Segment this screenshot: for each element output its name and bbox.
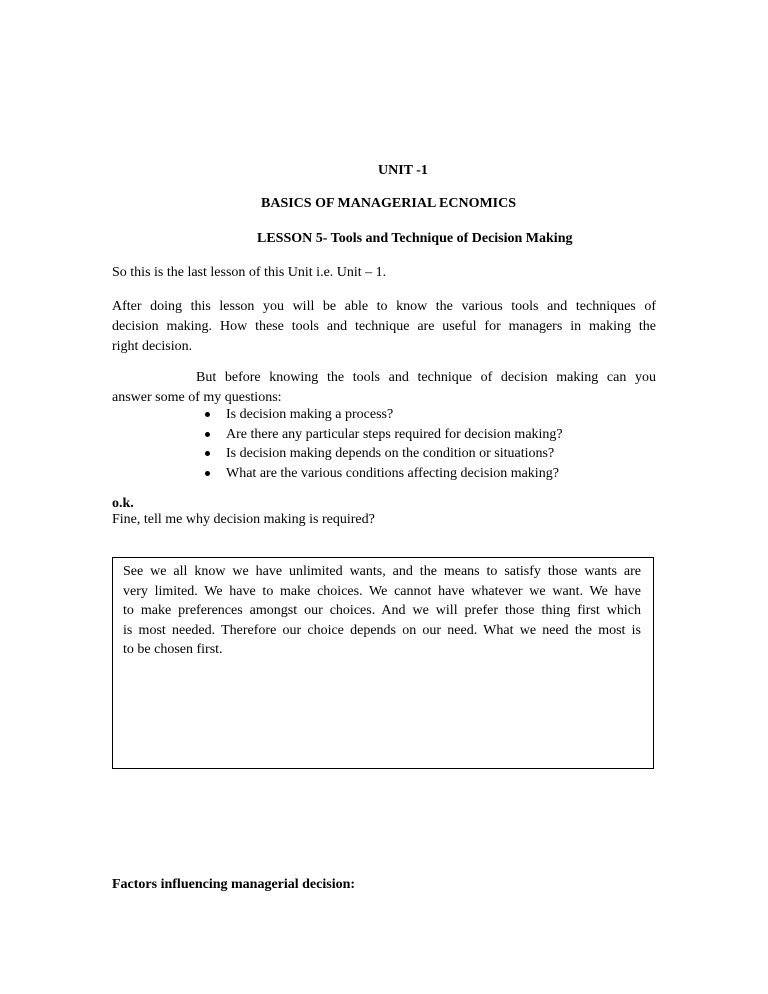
objective-paragraph: [112, 297, 656, 357]
question-intro-paragraph: [112, 368, 656, 408]
list-item: Are there any particular steps required for decision making?: [200, 425, 563, 445]
question-intro-line: But before knowing the tools and technique of decision making can you: [196, 370, 656, 385]
answer-line: very limited. We have to make choices. We cannot have whatever we want. We have: [123, 583, 641, 599]
answer-line: See we all know we have unlimited wants, and the means to satisfy those wants are: [123, 564, 641, 579]
answer-box: [112, 557, 654, 769]
question-list: [200, 405, 563, 483]
objective-line: decision making. How these tools and technique are useful for managers in making the: [112, 319, 656, 334]
answer-line: to make preferences amongst our choices. And we will prefer those thing first which: [123, 603, 641, 618]
followup-question: Fine, tell me why decision making is required?: [112, 512, 375, 527]
bullet-icon: [205, 432, 210, 437]
list-item: Is decision making depends on the condition or situations?: [200, 444, 563, 464]
unit-heading: UNIT -1: [378, 163, 428, 178]
ok-label: o.k.: [112, 496, 134, 511]
answer-line: to be chosen first.: [123, 642, 223, 657]
bullet-icon: [205, 412, 210, 417]
list-item: What are the various conditions affecting decision making?: [200, 464, 563, 484]
intro-text: So this is the last lesson of this Unit i.e. Unit – 1.: [112, 265, 387, 280]
answer-text: [123, 562, 641, 660]
objective-line: After doing this lesson you will be able to know the various tools and techniques of: [112, 299, 656, 314]
bullet-icon: [205, 471, 210, 476]
bullet-icon: [205, 451, 210, 456]
list-item: Is decision making a process?: [200, 405, 563, 425]
answer-line: is most needed. Therefore our choice depends on our need. What we need the most is: [123, 622, 641, 638]
subject-heading: BASICS OF MANAGERIAL ECNOMICS: [261, 196, 517, 211]
objective-line: right decision.: [112, 339, 193, 354]
lesson-heading: LESSON 5- Tools and Technique of Decision Making: [257, 231, 573, 246]
section-heading: Factors influencing managerial decision:: [112, 877, 356, 892]
question-intro-line: answer some of my questions:: [112, 390, 282, 405]
